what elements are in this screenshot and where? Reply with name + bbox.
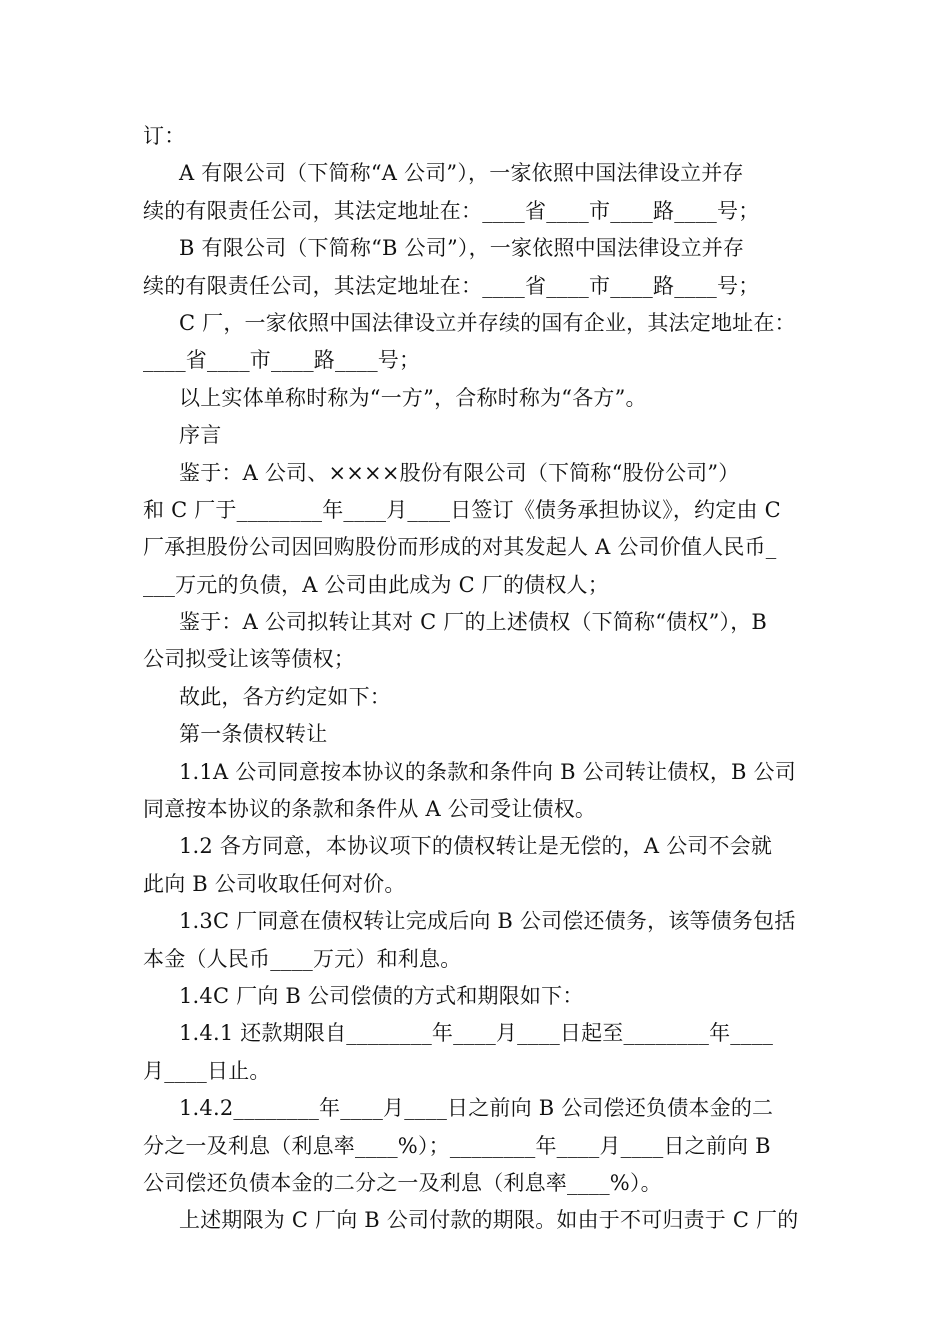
text-line: 鉴于：A 公司拟转让其对 C 厂的上述债权（下简称“债权”），B [179,610,768,635]
text-line: 1.2 各方同意，本协议项下的债权转让是无偿的，A 公司不会就 [179,834,773,859]
text-line: 分之一及利息（利息率____%）；________年____月____日之前向 B [143,1133,771,1158]
text-line: 此向 B 公司收取任何对价。 [143,871,406,896]
text-line: 公司偿还负债本金的二分之一及利息（利息率____%）。 [143,1170,662,1195]
document-body [143,118,808,1240]
text-line: 续的有限责任公司，其法定地址在：____省____市____路____号； [143,198,760,223]
text-line: 月____日止。 [143,1058,271,1083]
text-line: 以上实体单称时称为“一方”，合称时称为“各方”。 [179,385,647,410]
text-line: 同意按本协议的条款和条件从 A 公司受让债权。 [143,797,597,822]
text-line: A 有限公司（下简称“A 公司”），一家依照中国法律设立并存 [179,161,744,186]
section-heading-preamble: 序言 [179,423,222,448]
text-line: 续的有限责任公司，其法定地址在：____省____市____路____号； [143,273,760,298]
text-line: 1.1A 公司同意按本协议的条款和条件向 B 公司转让债权，B 公司 [179,759,796,784]
text-line: 1.4C 厂向 B 公司偿债的方式和期限如下： [179,983,584,1008]
text-line: ____省____市____路____号； [143,348,421,373]
text-line: 故此，各方约定如下： [179,684,391,709]
text-line: 1.4.1 还款期限自________年____月____日起至________年____ [179,1021,774,1046]
text-line: 上述期限为 C 厂向 B 公司付款的期限。如由于不可归责于 C 厂的 [179,1208,799,1233]
article-heading: 第一条债权转让 [179,722,328,747]
text-line: B 有限公司（下简称“B 公司”），一家依照中国法律设立并存 [179,236,745,261]
text-line: 公司拟受让该等债权； [143,647,355,672]
text-line: 鉴于：A 公司、××××股份有限公司（下简称“股份公司”） [179,460,740,485]
text-line: 本金（人民币____万元）和利息。 [143,946,462,971]
text-line: 1.3C 厂同意在债权转让完成后向 B 公司偿还债务，该等债务包括 [179,909,796,934]
text-line: 订： [143,124,186,148]
text-line: 和 C 厂于________年____月____日签订《债务承担协议》，约定由 C [143,497,781,522]
text-line: 厂承担股份公司因回购股份而形成的对其发起人 A 公司价值人民币_ [143,535,777,560]
text-line: ___万元的负债，A 公司由此成为 C 厂的债权人； [143,572,609,597]
text-line: C 厂，一家依照中国法律设立并存续的国有企业，其法定地址在： [179,310,796,335]
text-line: 1.4.2________年____月____日之前向 B 公司偿还负债本金的二 [179,1096,774,1121]
